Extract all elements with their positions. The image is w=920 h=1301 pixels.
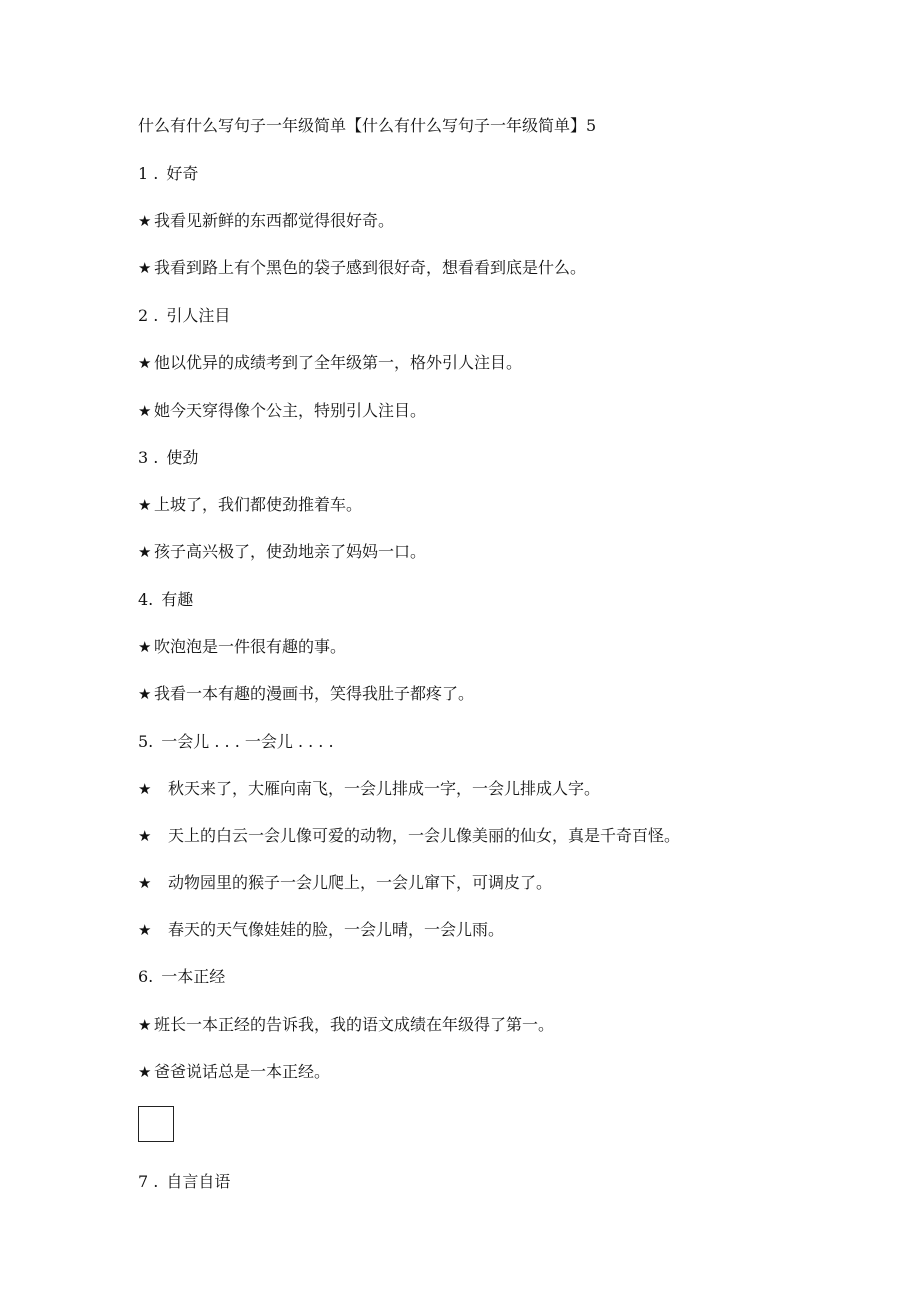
sentence-text: 他以优异的成绩考到了全年级第一，格外引人注目。 xyxy=(154,353,523,372)
document-title: 什么有什么写句子一年级简单【什么有什么写句子一年级简单】5 xyxy=(138,116,597,135)
section-heading-7 xyxy=(138,1172,230,1192)
example-sentence xyxy=(138,353,522,373)
star-icon: ★ xyxy=(138,1063,152,1081)
example-sentence xyxy=(138,1062,330,1082)
sentence-text: 我看见新鲜的东西都觉得很好奇。 xyxy=(154,211,395,230)
example-sentence xyxy=(138,684,474,704)
section-word: 好奇 xyxy=(166,164,199,183)
section-word: 一会儿 . . . 一会儿 . . . . xyxy=(161,732,334,751)
star-icon: ★ xyxy=(138,1016,152,1034)
sentence-text: 班长一本正经的告诉我，我的语文成绩在年级得了第一。 xyxy=(154,1015,555,1034)
star-icon: ★ xyxy=(138,780,152,798)
section-number: 6. xyxy=(138,967,154,986)
section-heading-6 xyxy=(138,967,225,987)
section-number: 4. xyxy=(138,590,154,609)
star-icon: ★ xyxy=(138,638,152,656)
empty-box xyxy=(138,1106,174,1142)
star-icon: ★ xyxy=(138,259,152,277)
sentence-text: 春天的天气像娃娃的脸，一会儿晴，一会儿雨。 xyxy=(168,920,505,939)
example-sentence xyxy=(138,211,394,231)
section-number: 3 . xyxy=(138,448,159,467)
star-icon: ★ xyxy=(138,874,152,892)
sentence-text: 她今天穿得像个公主，特别引人注目。 xyxy=(154,401,427,420)
example-sentence xyxy=(138,495,362,515)
example-sentence xyxy=(138,920,504,940)
section-word: 有趣 xyxy=(161,590,194,609)
example-sentence xyxy=(138,1015,554,1035)
example-sentence xyxy=(138,637,346,657)
section-heading-4 xyxy=(138,590,193,610)
section-heading-2 xyxy=(138,306,230,326)
section-word: 自言自语 xyxy=(166,1172,231,1191)
section-heading-5 xyxy=(138,732,334,752)
example-sentence xyxy=(138,258,586,278)
star-icon: ★ xyxy=(138,354,152,372)
section-number: 5. xyxy=(138,732,154,751)
sentence-text: 我看到路上有个黑色的袋子感到很好奇，想看看到底是什么。 xyxy=(154,258,587,277)
section-number: 1 . xyxy=(138,164,159,183)
star-icon: ★ xyxy=(138,685,152,703)
section-word: 引人注目 xyxy=(166,306,231,325)
example-sentence xyxy=(138,542,426,562)
section-number: 7 . xyxy=(138,1172,159,1191)
section-heading-1 xyxy=(138,164,198,184)
sentence-text: 上坡了，我们都使劲推着车。 xyxy=(154,495,363,514)
section-word: 使劲 xyxy=(166,448,199,467)
section-word: 一本正经 xyxy=(161,967,226,986)
example-sentence xyxy=(138,873,552,893)
star-icon: ★ xyxy=(138,827,152,845)
sentence-text: 秋天来了，大雁向南飞，一会儿排成一字，一会儿排成人字。 xyxy=(168,779,601,798)
star-icon: ★ xyxy=(138,212,152,230)
star-icon: ★ xyxy=(138,921,152,939)
star-icon: ★ xyxy=(138,543,152,561)
sentence-text: 我看一本有趣的漫画书，笑得我肚子都疼了。 xyxy=(154,684,475,703)
sentence-text: 孩子高兴极了，使劲地亲了妈妈一口。 xyxy=(154,542,427,561)
sentence-text: 动物园里的猴子一会儿爬上，一会儿窜下，可调皮了。 xyxy=(168,873,553,892)
sentence-text: 天上的白云一会儿像可爱的动物，一会儿像美丽的仙女，真是千奇百怪。 xyxy=(168,826,681,845)
sentence-text: 吹泡泡是一件很有趣的事。 xyxy=(154,637,347,656)
sentence-text: 爸爸说话总是一本正经。 xyxy=(154,1062,331,1081)
example-sentence xyxy=(138,779,600,799)
star-icon: ★ xyxy=(138,496,152,514)
example-sentence xyxy=(138,401,426,421)
section-number: 2 . xyxy=(138,306,159,325)
section-heading-3 xyxy=(138,448,198,468)
example-sentence xyxy=(138,826,680,846)
star-icon: ★ xyxy=(138,402,152,420)
